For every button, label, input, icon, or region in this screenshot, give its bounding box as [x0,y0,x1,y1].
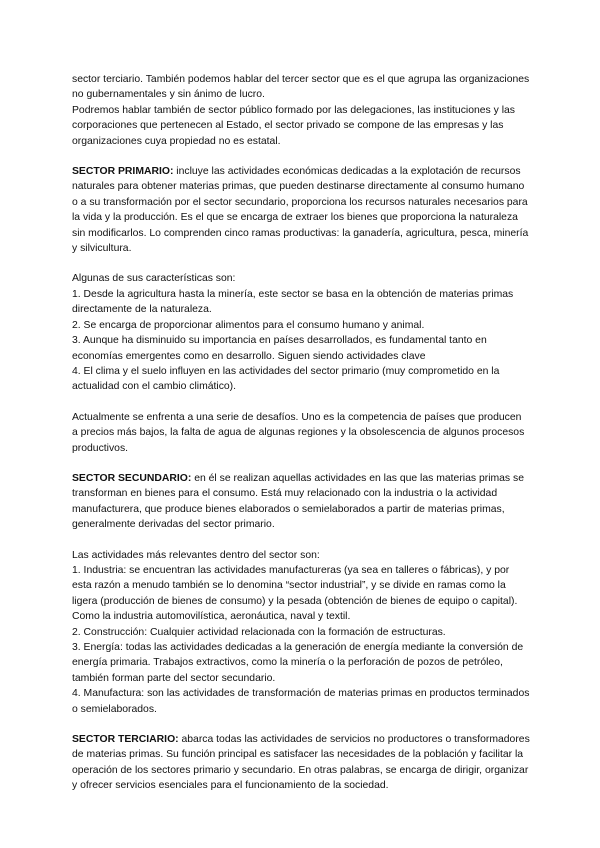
primario-closing: Actualmente se enfrenta a una serie de desafíos. Uno es la competencia de países que producen a precios más bajos, la falta de agua de algunas regiones y la obsolescencia de algunos procesos productivos. [72,411,525,454]
intro-paragraph-1: sector terciario. También podemos hablar del tercer sector que es el que agrupa las organizaciones no gubernamentales y sin ánimo de lucro. [72,74,530,101]
terciario-text: abarca todas las actividades de servicios no productores o transformadores de materias primas. Su función principal es satisfacer las necesidades de la población y facilitar la operación de los sectores primario y secundario. En otras palabras, se encarga de dirigir, organizar y ofrecer servicios esenciales para el funcionamiento de la sociedad. [72,734,530,792]
primario-heading: SECTOR PRIMARIO: [72,166,174,178]
paragraph-gap [72,256,530,271]
secundario-item-4: 4. Manufactura: son las actividades de transformación de materias primas en productos terminados o semielaborados. [72,688,530,715]
primario-item-2: 2. Se encarga de proporcionar alimentos para el consumo humano y animal. [72,319,425,331]
paragraph-gap [72,717,530,732]
secundario-item-1: 1. Industria: se encuentran las actividades manufactureras (ya sea en talleres o fábricas), y por esta razón a menudo también se lo denomina “sector industrial”, y se divide en ramas como la ligera (producción de bienes de consumo) y la pesada (obtención de bienes de equipo o capital). Como la industria automovilística, aeronáutica, naval y textil. [72,564,518,623]
secundario-text: en él se realizan aquellas actividades en las que las materias primas se transforman en bienes para el consumo. Está muy relacionado con la industria o la actividad manufacturera, que produce bienes elaborados o semielaborados a partir de materias primas, generalmente derivadas del sector primario. [72,472,524,531]
secundario-item-2: 2. Construcción: Cualquier actividad relacionada con la formación de estructuras. [72,626,446,638]
primario-item-4: 4. El clima y el suelo influyen en las actividades del sector primario (muy comprometido en la actualidad con el cambio climático). [72,365,500,393]
primario-item-3: 3. Aunque ha disminuido su importancia en países desarrollados, es fundamental tanto en economías emergentes como en desarrollo. Siguen siendo actividades clave [72,335,487,362]
primario-paragraph [72,164,530,256]
document-page [72,72,530,794]
primario-item-1: 1. Desde la agricultura hasta la minería, este sector se basa en la obtención de materias primas directamente de la naturaleza. [72,288,514,316]
paragraph-gap [72,456,530,471]
paragraph-gap [72,149,530,164]
intro-paragraph-2: Podremos hablar también de sector público formado por las delegaciones, las instituciones y las corporaciones que pertenecen al Estado, el sector privado se compone de las empresas y las organizaciones cuya propiedad no es estatal. [72,104,515,147]
primario-text: incluye las actividades económicas dedicadas a la explotación de recursos naturales para obtener materias primas, que pueden destinarse directamente al consumo humano o a su transformación por el sector secundario, proporciona los recursos naturales necesarios para la vida y la producción. Es el que se encarga de extraer los bienes que proporciona la naturaleza sin modificarlos. Lo comprenden cinco ramas productivas: la ganadería, agricultura, pesca, minería y silvicultura. [72,166,529,255]
paragraph-gap [72,395,530,410]
secundario-heading: SECTOR SECUNDARIO: [72,472,192,484]
secundario-item-3: 3. Energía: todas las actividades dedicadas a la generación de energía mediante la conversión de energía primaria. Trabajos extractivos, como la minería o la perforación de pozos de petróleo, también forman parte del sector secundario. [72,642,524,684]
secundario-paragraph [72,471,530,533]
terciario-paragraph [72,732,530,794]
secundario-list-intro: Las actividades más relevantes dentro del sector son: [72,549,320,561]
primario-list-intro: Algunas de sus características son: [72,273,236,285]
terciario-heading: SECTOR TERCIARIO: [72,734,179,746]
paragraph-gap [72,533,530,548]
